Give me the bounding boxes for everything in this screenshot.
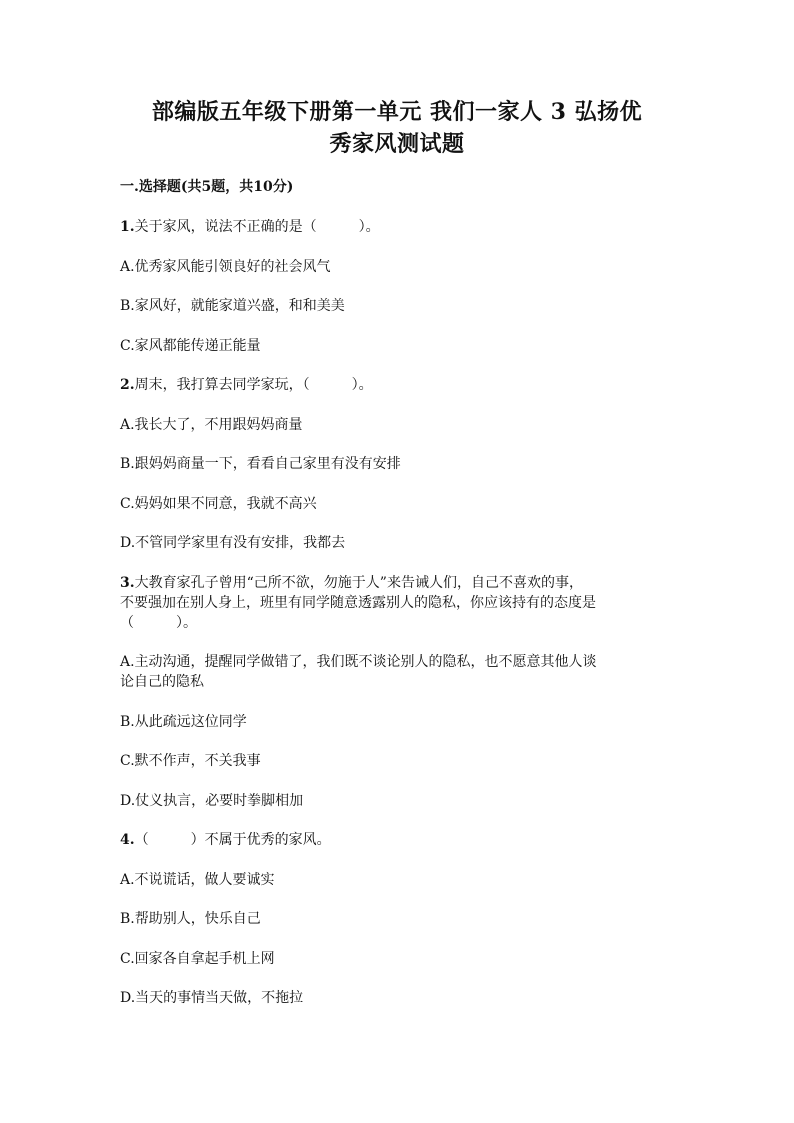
question-4-stem [120, 830, 680, 850]
question-1-option-c: C.家风都能传递正能量 [120, 338, 261, 354]
question-3-option-a-line-2: 论自己的隐私 [120, 674, 204, 690]
question-1-option-b: B.家风好，就能家道兴盛，和和美美 [120, 298, 345, 314]
question-4-text: （ ）不属于优秀的家风。 [134, 832, 331, 848]
question-3-option-b: B.从此疏远这位同学 [120, 714, 247, 730]
question-4-option-b: B.帮助别人，快乐自己 [120, 911, 261, 927]
question-4-option-a: A.不说谎话，做人要诚实 [120, 872, 275, 888]
question-3-stem-line-3: （ ）。 [120, 615, 197, 631]
page-title [100, 96, 694, 160]
question-3-option-a-line-1: A.主动沟通，提醒同学做错了，我们既不谈论别人的隐私，也不愿意其他人谈 [120, 654, 597, 670]
title-line-1: 部编版五年级下册第一单元 我们一家人 3 弘扬优 [151, 99, 643, 125]
question-3-stem-line-2: 不要强加在别人身上，班里有同学随意透露别人的隐私，你应该持有的态度是 [120, 595, 596, 611]
question-4-number: 4. [120, 832, 135, 848]
question-2-stem [120, 375, 680, 395]
title-line-2: 秀家风测试题 [329, 131, 465, 157]
question-3-option-c: C.默不作声，不关我事 [120, 753, 261, 769]
question-3-text-1: 大教育家孔子曾用“己所不欲，勿施于人”来告诫人们，自己不喜欢的事， [134, 575, 583, 591]
question-4-option-d: D.当天的事情当天做，不拖拉 [120, 990, 304, 1006]
question-2-option-a: A.我长大了，不用跟妈妈商量 [120, 417, 303, 433]
question-2-option-b: B.跟妈妈商量一下，看看自己家里有没有安排 [120, 456, 401, 472]
question-2-option-c: C.妈妈如果不同意，我就不高兴 [120, 496, 317, 512]
question-4-option-c: C.回家各自拿起手机上网 [120, 951, 275, 967]
question-3-number: 3. [120, 575, 135, 591]
question-1-option-a: A.优秀家风能引领良好的社会风气 [120, 259, 331, 275]
question-2-text: 周末，我打算去同学家玩，（ ）。 [134, 377, 373, 393]
question-3-stem-line-1 [120, 573, 680, 593]
question-2-number: 2. [120, 377, 135, 393]
question-3-option-d: D.仗义执言，必要时拳脚相加 [120, 793, 304, 809]
question-1-number: 1. [120, 219, 135, 235]
section-heading: 一.选择题(共5题，共10分) [120, 179, 294, 195]
question-2-option-d: D.不管同学家里有没有安排，我都去 [120, 535, 346, 551]
question-1-stem [120, 217, 680, 237]
question-1-text: 关于家风，说法不正确的是（ ）。 [134, 219, 380, 235]
